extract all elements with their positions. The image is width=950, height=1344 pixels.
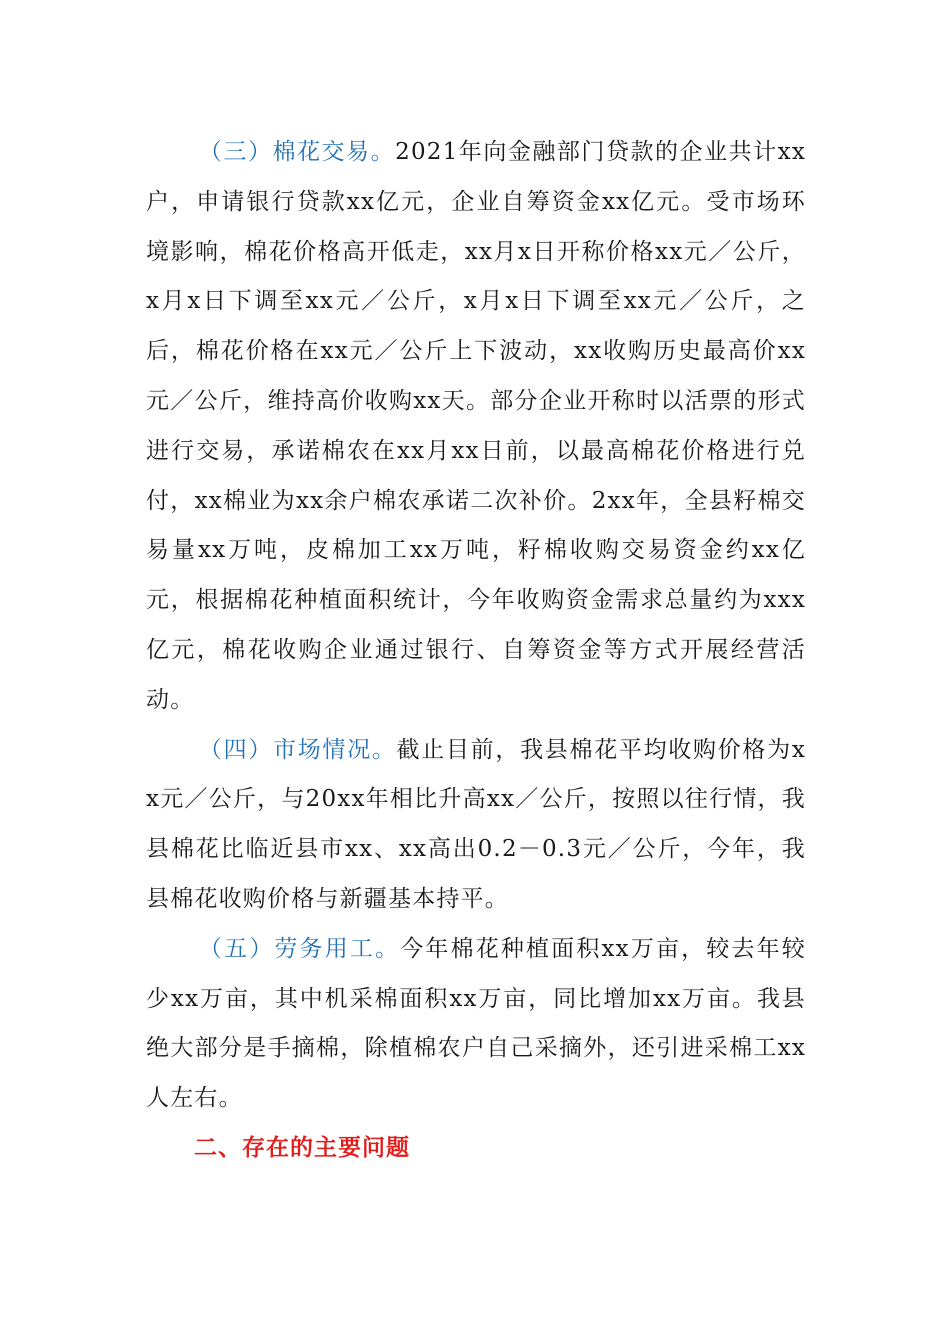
paragraph-market-situation — [146, 726, 806, 925]
paragraph-labor — [146, 925, 806, 1124]
section-title-main-problems: 二、存在的主要问题 — [194, 1134, 410, 1161]
document-body — [146, 128, 806, 1174]
paragraph-lead-labor: （五）劳务用工。 — [198, 935, 401, 962]
paragraph-lead-cotton-trade: （三）棉花交易。 — [198, 139, 396, 165]
paragraph-text-market-situation: 截止目前，我县棉花平均收购价格为xx元／公斤，与20xx年相比升高xx／公斤，按照以往行情，我县棉花比临近县市xx、xx高出0.2－0.3元／公斤，今年，我县棉花收购价格与新疆基本持平。 — [146, 736, 807, 912]
paragraph-cotton-trade — [146, 128, 806, 726]
paragraph-text-cotton-trade: 2021年向金融部门贷款的企业共计xx户，申请银行贷款xx亿元，企业自筹资金xx亿元。受市场环境影响，棉花价格高开低走，xx月x日开称价格xx元／公斤，x月x日下调至xx元／公斤，x月x日下调至xx元／公斤，之后，棉花价格在xx元／公斤上下波动，xx收购历史最高价xx元／公斤，维持高价收购xx天。部分企业开称时以活票的形式进行交易，承诺棉农在xx月xx日前，以最高棉花价格进行兑付，xx棉业为xx余户棉农承诺二次补价。2xx年，全县籽棉交易量xx万吨，皮棉加工xx万吨，籽棉收购交易资金约xx亿元，根据棉花种植面积统计，今年收购资金需求总量约为xxx亿元，棉花收购企业通过银行、自筹资金等方式开展经营活动。 — [146, 139, 806, 713]
paragraph-lead-market-situation: （四）市场情况。 — [198, 736, 397, 763]
paragraph-text-labor: 今年棉花种植面积xx万亩，较去年较少xx万亩，其中机采棉面积xx万亩，同比增加xx万亩。我县绝大部分是手摘棉，除植棉农户自己采摘外，还引进采棉工xx人左右。 — [146, 935, 806, 1112]
